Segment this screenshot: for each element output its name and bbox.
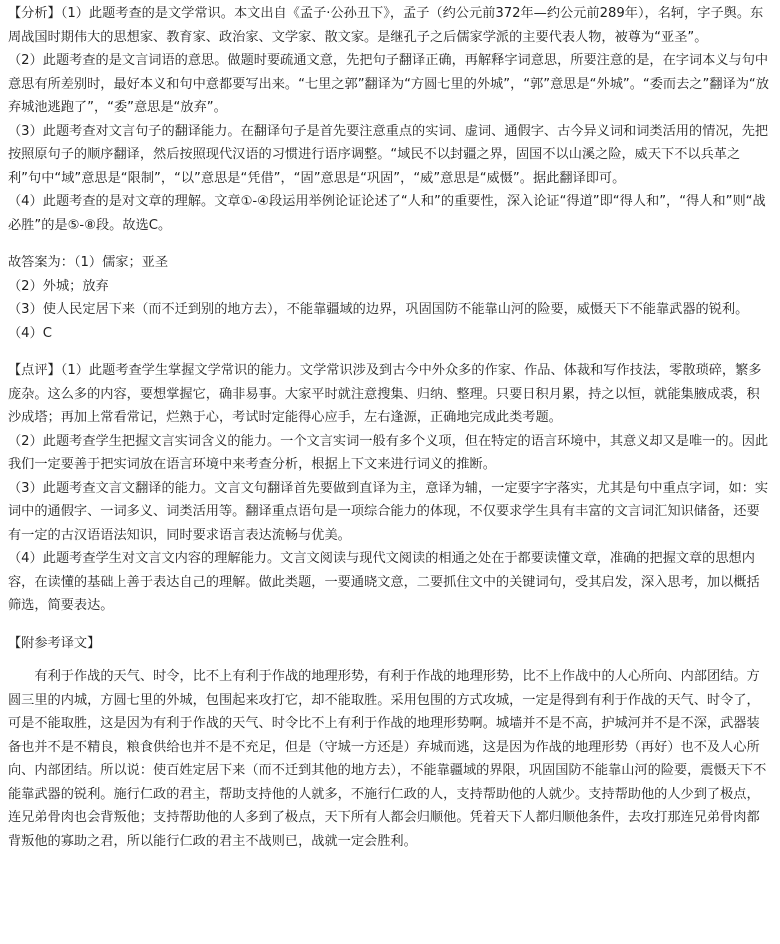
analysis-paragraph-1: 【分析】（1）此题考查的是文学常识。本文出自《孟子·公孙丑下》，孟子（约公元前372年—约公元前289年），名轲，字子舆。东周战国时期伟大的思想家、教育家、政治家、文学家、散文家。是继孔子之后儒家学派的主要代表人物，被尊为“亚圣”。	[8, 6, 764, 45]
answer-line-1: 故答案为：（1）儒家；亚圣	[8, 255, 169, 270]
answers-section	[8, 251, 772, 345]
comment-paragraph-3: （3）此题考查文言文翻译的能力。文言文句翻译首先要做到直译为主，意译为辅，一定要字字落实，尤其是句中重点字词，如：实词中的通假字、一词多义、词类活用等。翻译重点语句是一项综合能力的体现，不仅要求学生具有丰富的文言词汇知识储备，还要有一定的古汉语语法知识，同时要求语言表达流畅与优美。	[8, 480, 769, 543]
comment-paragraph-4: （4）此题考查学生对文言文内容的理解能力。文言文阅读与现代文阅读的相通之处在于都要读懂文章，准确的把握文章的思想内容，在读懂的基础上善于表达自己的理解。做此类题，一要通晓文意，二要抓住文中的关键词句，受其启发，深入思考，加以概括筛选，简要表达。	[8, 551, 760, 613]
comment-paragraph-2: （2）此题考查学生把握文言实词含义的能力。一个文言实词一般有多个义项，但在特定的语言环境中，其意义却又是唯一的。因此我们一定要善于把实词放在语言环境中来考查分析，根据上下文来进行词义的推断。	[8, 433, 769, 472]
analysis-section	[8, 2, 772, 237]
comments-section	[8, 359, 772, 618]
analysis-paragraph-4: （4）此题考查的是对文章的理解。文章①-④段运用举例论证论述了“人和”的重要性，深入论证“得道”即“得人和”，“得人和”则“战必胜”的是⑤-⑧段。故选C。	[8, 194, 766, 233]
answer-line-4: （4）C	[8, 325, 52, 341]
analysis-paragraph-2: （2）此题考查的是文言词语的意思。做题时要疏通文意，先把句子翻译正确，再解释字词意思，所要注意的是，在字词本义与句中意思有所差别时，最好本义和句中意都要写出来。“七里之郭”翻译为“方圆七里的外城”，“郭”意思是“外城”。“委而去之”翻译为“放弃城池逃跑了”，“委”意思是“放弃”。	[8, 53, 769, 115]
translation-heading: 【附参考译文】	[8, 635, 101, 651]
answer-line-2: （2）外城；放弃	[8, 278, 109, 294]
comment-paragraph-1: 【点评】（1）此题考查学生掌握文学常识的能力。文学常识涉及到古今中外众多的作家、作品、体裁和写作技法，零散琐碎，繁多庞杂。这么多的内容，要想掌握它，确非易事。大家平时就注意搜集、归纳、整理。只要日积月累，持之以恒，就能集腋成裘，积沙成塔；再加上常看常记，烂熟于心，考试时定能得心应手，左右逢源，正确地完成此类考题。	[8, 363, 762, 425]
translation-section	[8, 632, 772, 854]
answer-line-3: （3）使人民定居下来（而不迁到别的地方去），不能靠疆域的边界，巩固国防不能靠山河的险要，威慑天下不能靠武器的锐利。	[8, 302, 749, 317]
analysis-paragraph-3: （3）此题考查对文言句子的翻译能力。在翻译句子是首先要注意重点的实词、虚词、通假字、古今异义词和词类活用的情况，先把按照原句子的顺序翻译，然后按照现代汉语的习惯进行语序调整。“域民不以封疆之界，固国不以山溪之险，威天下不以兵革之利”句中“域”意思是“限制”，“以”意思是“凭借”，“固”意思是“巩固”，“威”意思是“威慑”。据此翻译即可。	[8, 123, 769, 186]
translation-paragraph: 有利于作战的天气、时令，比不上有利于作战的地理形势，有利于作战的地理形势，比不上作战中的人心所向、内部团结。方圆三里的内城，方圆七里的外城，包围起来攻打它，却不能取胜。采用包围的方式攻城，一定是得到有利于作战的天气、时令了，可是不能取胜，这是因为有利于作战的天气、时令比不上有利于作战的地理形势啊。城墙并不是不高，护城河并不是不深，武器装备也并不是不精良，粮食供给也并不是不充足，但是（守城一方还是）弃城而逃，这是因为作战的地理形势（再好）也不及人心所向、内部团结。所以说：使百姓定居下来（而不迁到其他的地方去），不能靠疆域的界限，巩固国防不能靠山河的险要，震慑天下不能靠武器的锐利。施行仁政的君主，帮助支持他的人就多，不施行仁政的人，支持帮助他的人就少。支持帮助他的人少到了极点，连兄弟骨肉也会背叛他；支持帮助他的人多到了极点，天下所有人都会归顺他。凭着天下人都归顺他条件，去攻打那连兄弟骨肉都背叛他的寡助之君，所以能行仁政的君主不战则已，战就一定会胜利。	[8, 669, 767, 849]
